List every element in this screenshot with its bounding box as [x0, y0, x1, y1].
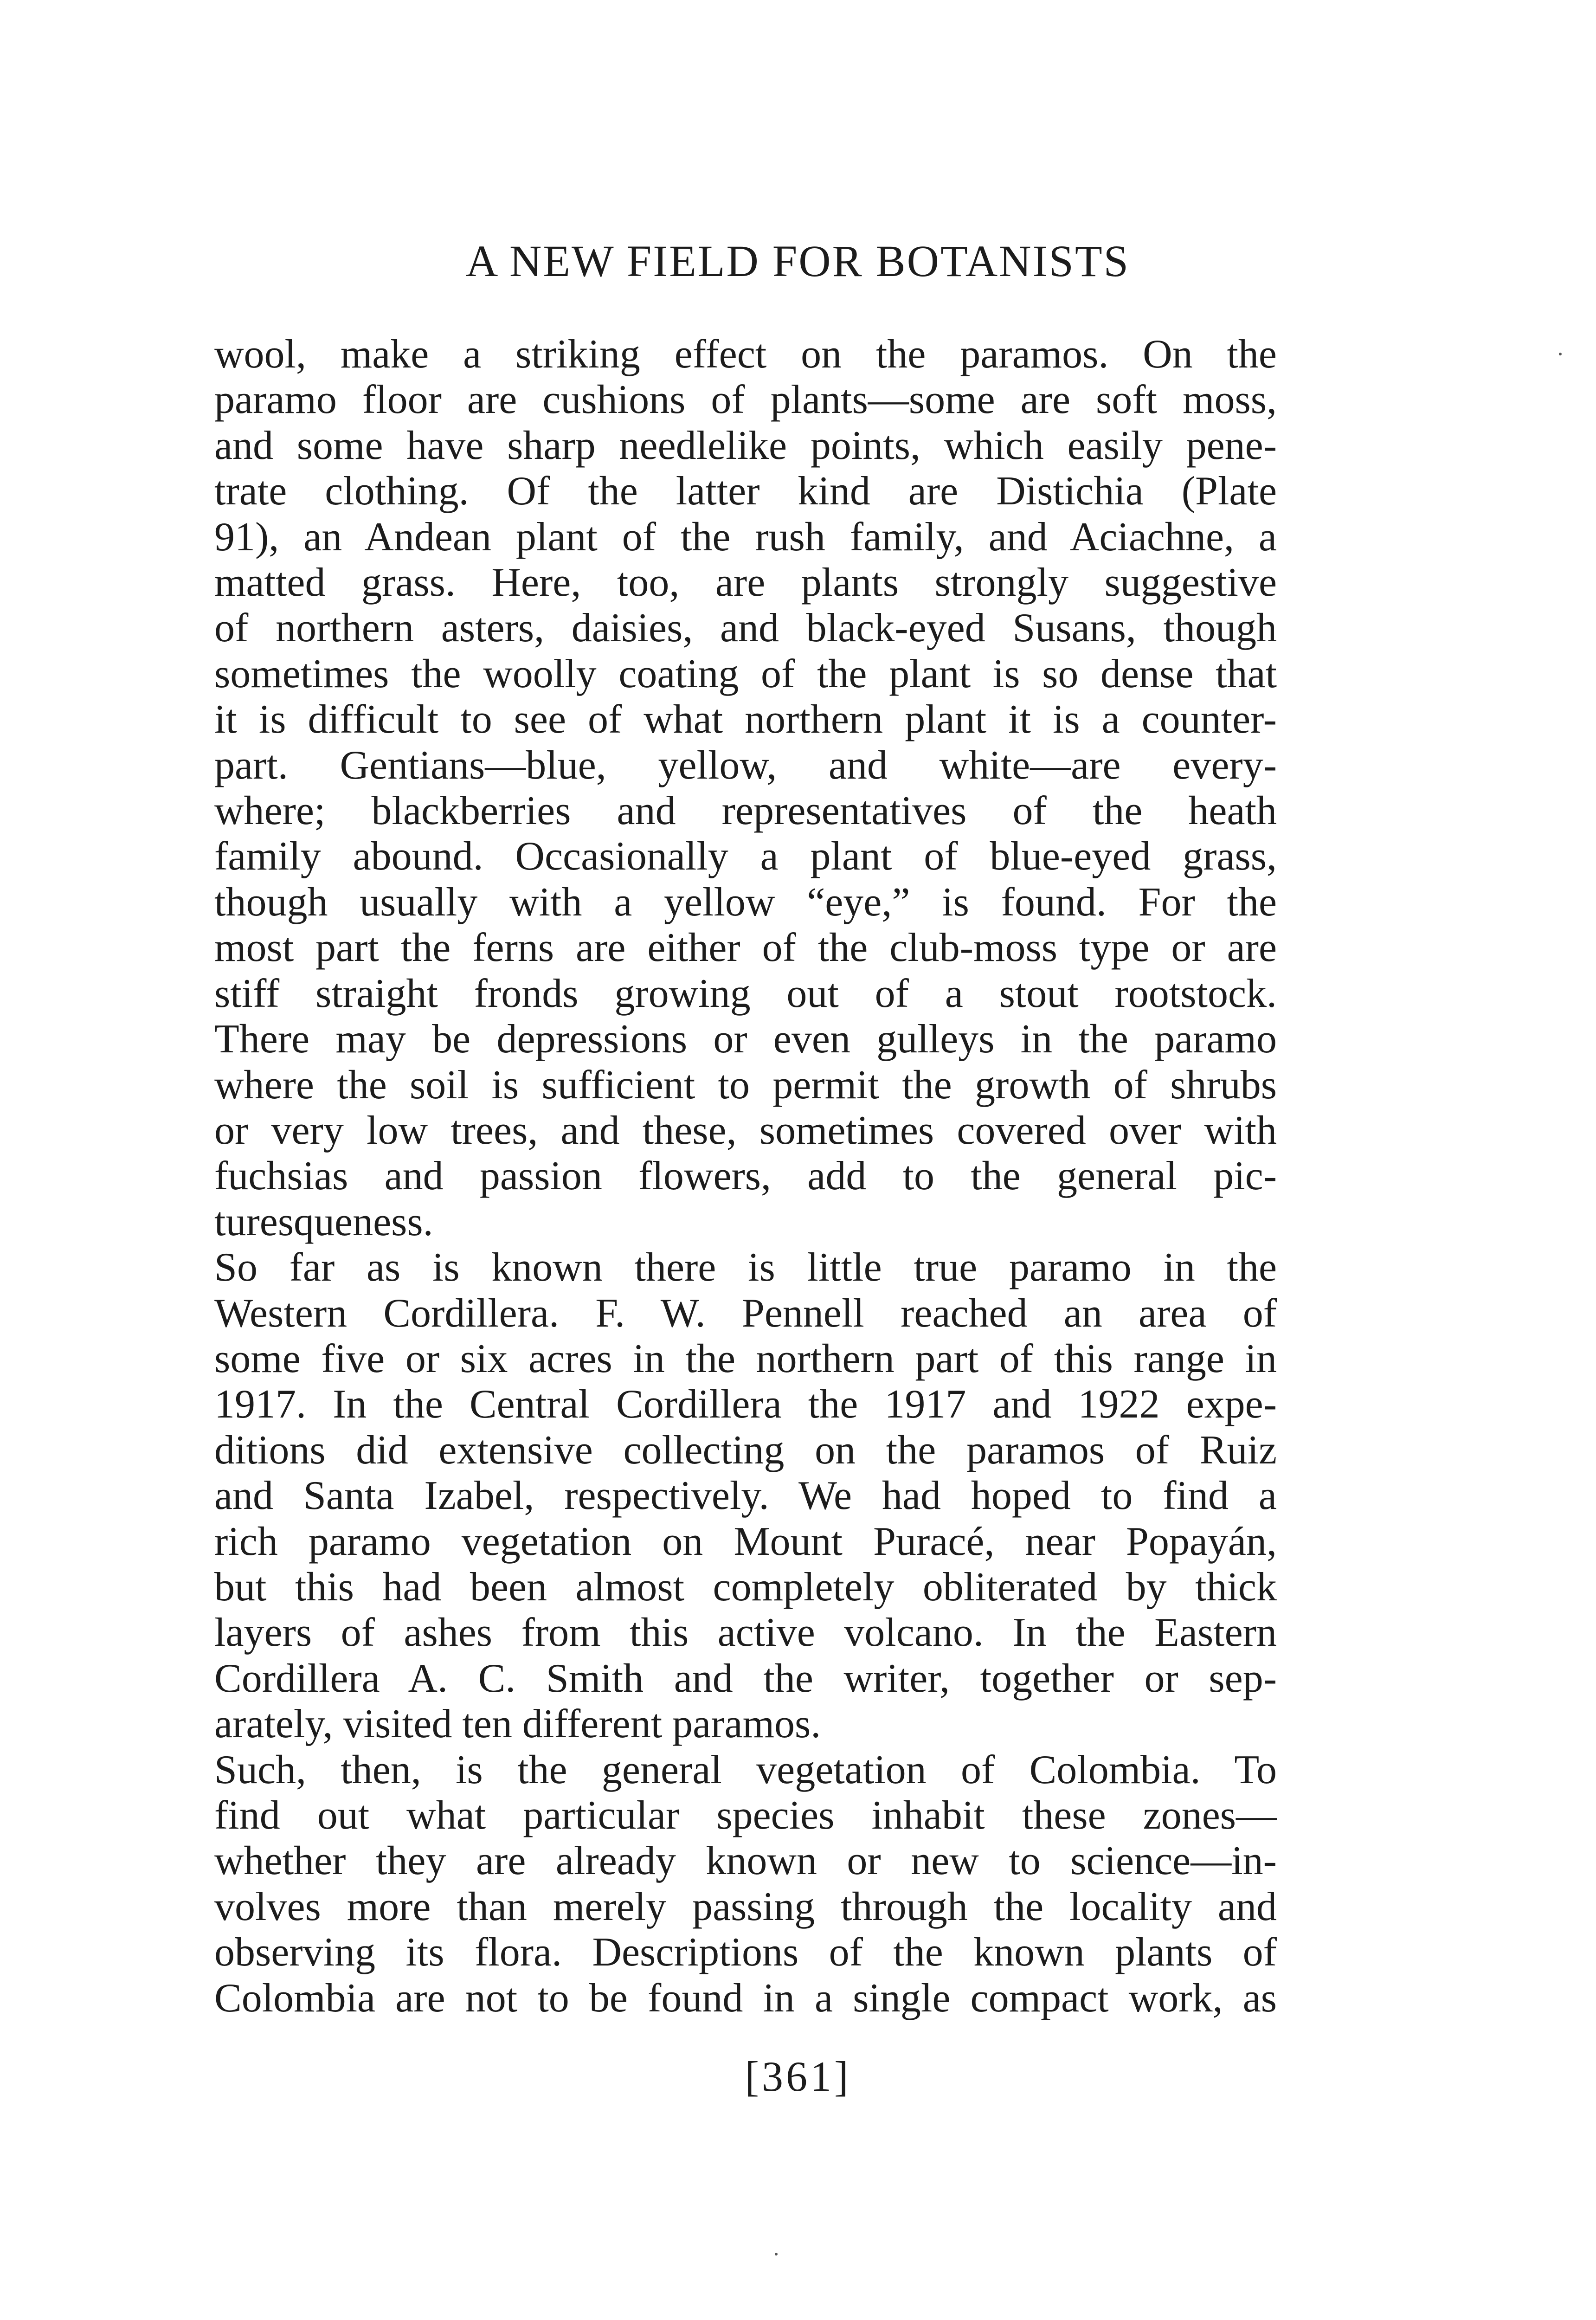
- text-line: of northern asters, daisies, and black-eyed Susans, though: [214, 606, 1277, 651]
- text-line: where the soil is sufficient to permit the growth of shrubs: [214, 1062, 1277, 1108]
- text-line: layers of ashes from this active volcano. In the Eastern: [214, 1610, 1277, 1656]
- text-line: find out what particular species inhabit these zones—: [214, 1793, 1277, 1838]
- text-line: rich paramo vegetation on Mount Puracé, near Popayán,: [214, 1519, 1277, 1564]
- text-line: or very low trees, and these, sometimes covered over with: [214, 1108, 1277, 1153]
- text-line: and Santa Izabel, respectively. We had hoped to find a: [214, 1473, 1277, 1519]
- text-line: ditions did extensive collecting on the paramos of Ruiz: [214, 1427, 1277, 1473]
- text-line: wool, make a striking effect on the paramos. On the: [214, 332, 1277, 377]
- body-text: [214, 332, 1277, 2021]
- text-line: Colombia are not to be found in a single compact work, as: [214, 1975, 1277, 2021]
- text-line: So far as is known there is little true paramo in the: [214, 1245, 1277, 1290]
- text-line: observing its flora. Descriptions of the known plants of: [214, 1930, 1277, 1975]
- text-line: part. Gentians—blue, yellow, and white—are every-: [214, 742, 1277, 788]
- text-line: most part the ferns are either of the club-moss type or are: [214, 925, 1277, 971]
- text-line: and some have sharp needlelike points, which easily pene-: [214, 423, 1277, 468]
- text-line: turesqueness.: [214, 1199, 433, 1244]
- text-line: sometimes the woolly coating of the plant is so dense that: [214, 651, 1277, 696]
- text-line: 1917. In the Central Cordillera the 1917 and 1922 expe-: [214, 1382, 1277, 1427]
- speck-mark: [1559, 353, 1562, 355]
- text-line: it is difficult to see of what northern plant it is a counter-: [214, 697, 1277, 742]
- text-line: volves more than merely passing through the locality and: [214, 1884, 1277, 1929]
- text-line: where; blackberries and representatives of the heath: [214, 788, 1277, 834]
- text-line: arately, visited ten different paramos.: [214, 1701, 821, 1747]
- text-line: 91), an Andean plant of the rush family, and Aciachne, a: [214, 514, 1277, 560]
- text-line: though usually with a yellow “eye,” is found. For the: [214, 879, 1277, 925]
- text-line: matted grass. Here, too, are plants strongly suggestive: [214, 560, 1277, 606]
- text-line: trate clothing. Of the latter kind are Distichia (Plate: [214, 469, 1277, 514]
- text-line: Cordillera A. C. Smith and the writer, together or sep-: [214, 1656, 1277, 1701]
- speck-mark: [775, 2253, 778, 2256]
- text-line: There may be depressions or even gulleys in the paramo: [214, 1017, 1277, 1062]
- text-line: stiff straight fronds growing out of a stout rootstock.: [214, 971, 1277, 1016]
- page-number: [361]: [745, 2053, 851, 2100]
- text-line: family abound. Occasionally a plant of blue-eyed grass,: [214, 834, 1277, 879]
- text-line: whether they are already known or new to science—in-: [214, 1838, 1277, 1884]
- text-line: fuchsias and passion flowers, add to the general pic-: [214, 1154, 1277, 1199]
- text-line: Such, then, is the general vegetation of Colombia. To: [214, 1747, 1277, 1792]
- text-line: but this had been almost completely obliterated by thick: [214, 1564, 1277, 1610]
- text-line: paramo floor are cushions of plants—some are soft moss,: [214, 377, 1277, 423]
- running-head: A NEW FIELD FOR BOTANISTS: [466, 236, 1130, 286]
- text-line: some five or six acres in the northern part of this range in: [214, 1336, 1277, 1381]
- text-line: Western Cordillera. F. W. Pennell reached an area of: [214, 1290, 1277, 1336]
